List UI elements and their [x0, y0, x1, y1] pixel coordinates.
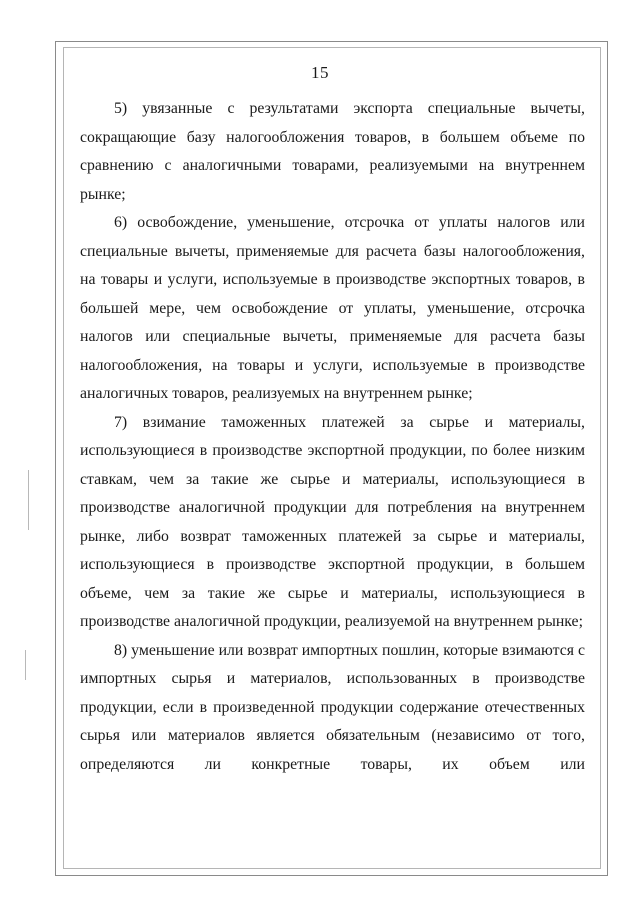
paragraph-item-7: 7) взимание таможенных платежей за сырье и материалы, использующиеся в производстве экспортной продукции, по более низким ставкам, чем за такие же сырье и материалы, использующиеся в производстве аналогичной продукции для потребления на внутреннем рынке, либо возврат таможенных платежей за сырье и материалы, использующиеся в производстве экспортной продукции, в большем объеме, чем за такие же сырье и материалы, использующиеся в производстве аналогичной продукции, реализуемой на внутреннем рынке; [80, 413, 585, 630]
paragraph-item-6: 6) освобождение, уменьшение, отсрочка от уплаты налогов или специальные вычеты, применяемые для расчета базы налогообложения, на товары и услуги, используемые в производстве экспортных товаров, в большей мере, чем освобождение от уплаты, уменьшение, отсрочка налогов или специальные вычеты, применяемые для расчета базы налогообложения, на товары и услуги, используемые в производстве аналогичных товаров, реализуемых на внутреннем рынке; [80, 214, 585, 402]
paragraph-item-5: 5) увязанные с результатами экспорта специальные вычеты, сокращающие базу налогообложения товаров, в большем объеме по сравнению с аналогичными товарами, реализуемыми на внутреннем рынке; [80, 100, 585, 203]
document-body [80, 95, 585, 779]
scan-edge-mark [28, 470, 29, 530]
paragraph-item-8: 8) уменьшение или возврат импортных пошлин, которые взимаются с импортных сырья и материалов, использованных в производстве продукции, если в произведенной продукции содержание отечественных сырья или материалов является обязательным (независимо от того, определяются ли конкретные товары, их объем или [80, 641, 585, 773]
page-number: 15 [311, 63, 329, 82]
scan-edge-mark [25, 650, 26, 680]
